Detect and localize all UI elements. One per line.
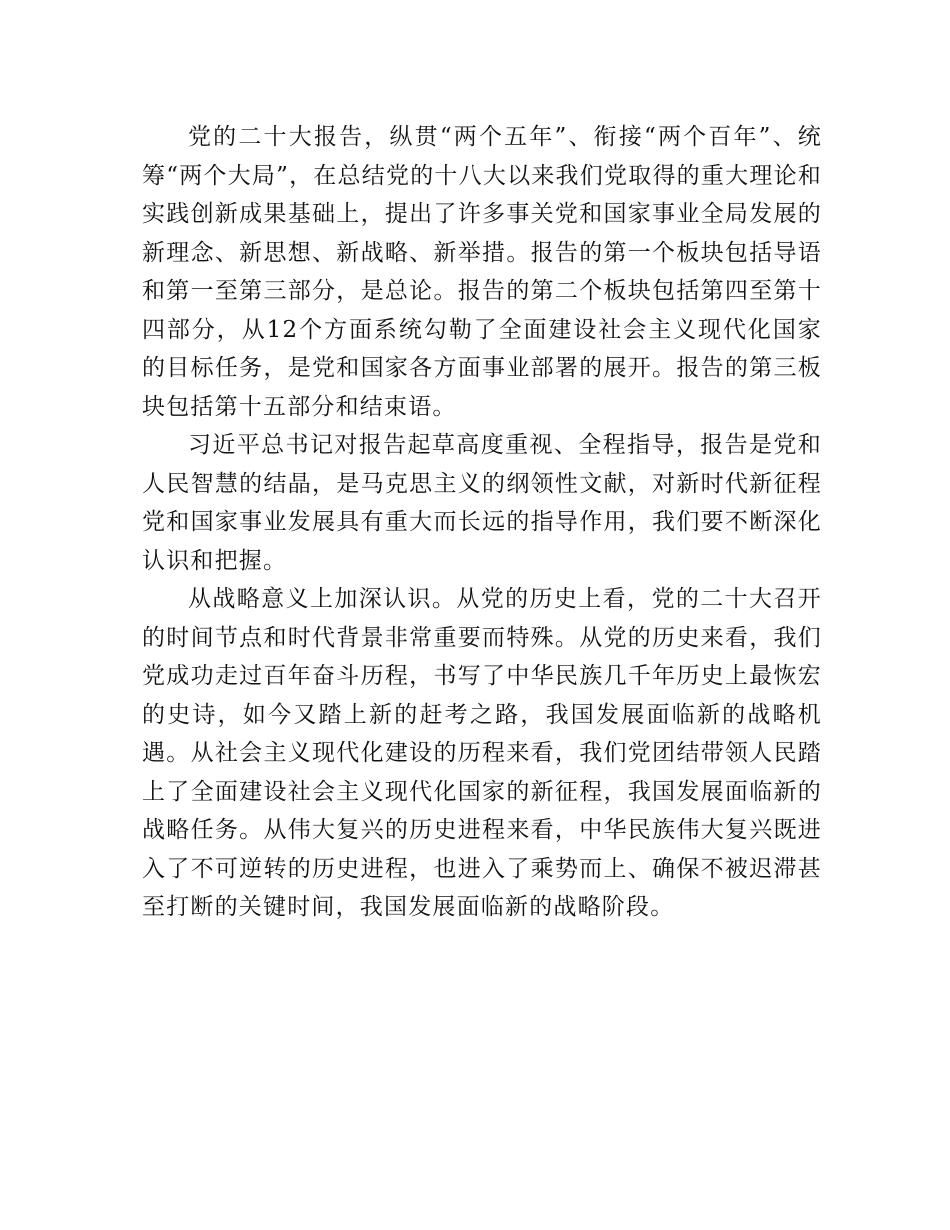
paragraph-report-overview: 党的二十大报告，纵贯“两个五年”、衔接“两个百年”、统筹“两个大局”，在总结党的十八大以来我们党取得的重大理论和实践创新成果基础上，提出了许多事关党和国家事业全局发展的新理念、新思想、新战略、新举措。报告的第一个板块包括导语和第一至第三部分，是总论。报告的第二个板块包括第四至第十四部分，从12个方面系统勾勒了全面建设社会主义现代化国家的目标任务，是党和国家各方面事业部署的展开。报告的第三板块包括第十五部分和结束语。	[142, 124, 822, 420]
paragraph-strategic-significance: 从战略意义上加深认识。从党的历史上看，党的二十大召开的时间节点和时代背景非常重要而特殊。从党的历史来看，我们党成功走过百年奋斗历程，书写了中华民族几千年历史上最恢宏的史诗，如今又踏上新的赶考之路，我国发展面临新的战略机遇。从社会主义现代化建设的历程来看，我们党团结带领人民踏上了全面建设社会主义现代化国家的新征程，我国发展面临新的战略任务。从伟大复兴的历史进程来看，中华民族伟大复兴既进入了不可逆转的历史进程，也进入了乘势而上、确保不被迟滞甚至打断的关键时间，我国发展面临新的战略阶段。	[142, 586, 822, 920]
paragraph-guidance: 习近平总书记对报告起草高度重视、全程指导，报告是党和人民智慧的结晶，是马克思主义的纲领性文献，对新时代新征程党和国家事业发展具有重大而长远的指导作用，我们要不断深化认识和把握。	[142, 432, 822, 574]
document-body	[142, 118, 822, 927]
